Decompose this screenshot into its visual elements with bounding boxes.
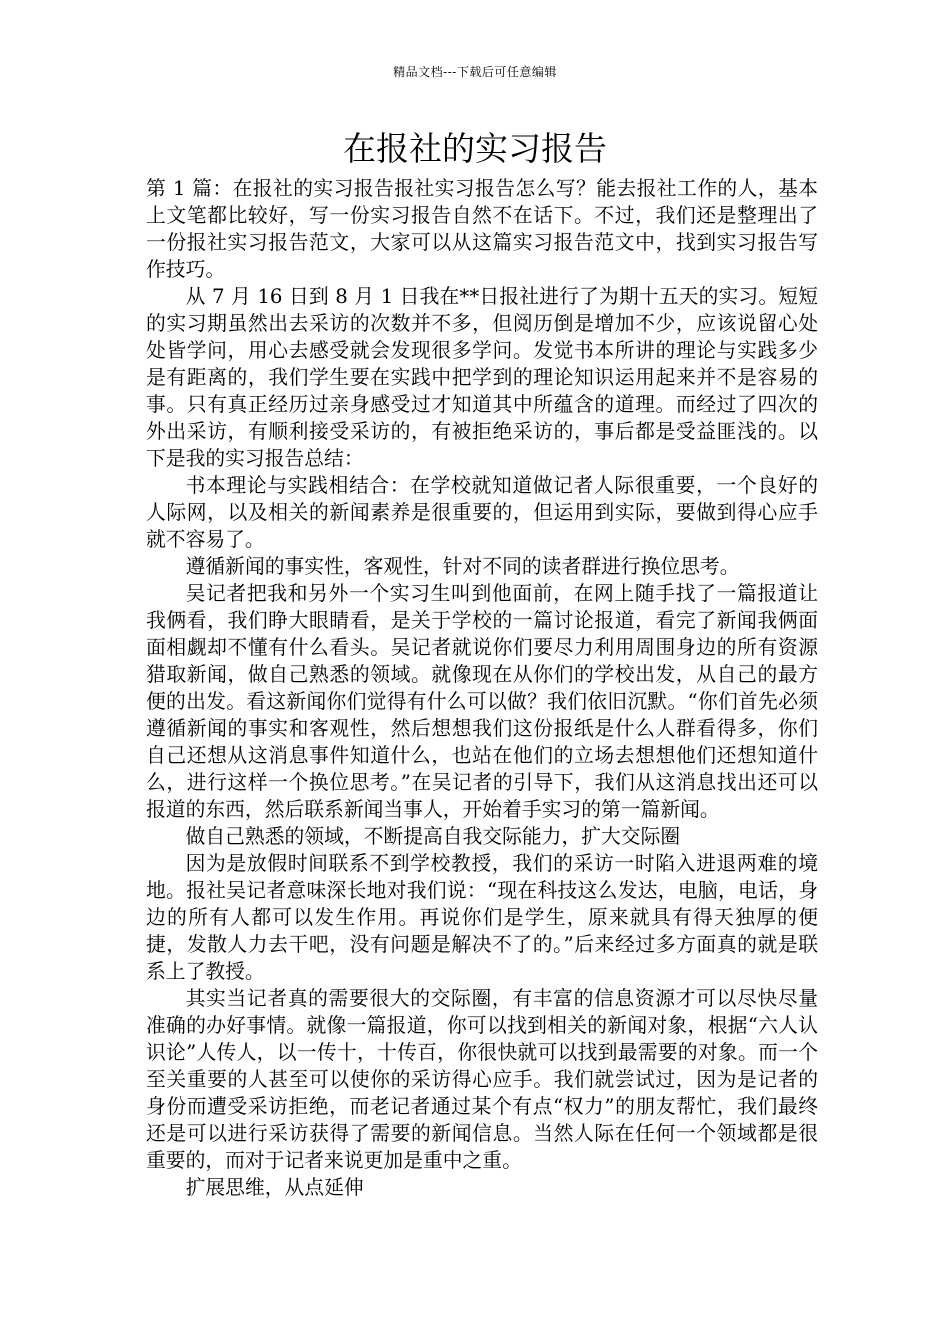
paragraph: 因为是放假时间联系不到学校教授，我们的采访一时陷入进退两难的境地。报社吴记者意味深长地对我们说：“现在科技这么发达，电脑，电话，身边的所有人都可以发生作用。再说你们是学生，原来就具有得天独厚的便捷，发散人力去干吧，没有问题是解决不了的。”后来经过多方面真的就是联系上了教授。 [146,852,818,983]
document-title: 在报社的实习报告 [343,129,607,168]
paragraph: 其实当记者真的需要很大的交际圈，有丰富的信息资源才可以尽快尽量准确的办好事情。就像一篇报道，你可以找到相关的新闻对象，根据“六人认识论”人传人，以一传十，十传百，你很快就可以找到最需要的对象。而一个至关重要的人甚至可以使你的采访得心应手。我们就尝试过，因为是记者的身份而遭受采访拒绝，而老记者通过某个有点“权力”的朋友帮忙，我们最终还是可以进行采访获得了需要的新闻信息。当然人际在任何一个领域都是很重要的，而对于记者来说更加是重中之重。 [146,987,818,1172]
paragraph-heading: 遵循新闻的事实性，客观性，针对不同的读者群进行换位思考。 [185,555,740,578]
document-body [146,175,818,1201]
paragraph-heading: 做自己熟悉的领域，不断提高自我交际能力，扩大交际圈 [185,825,681,848]
paragraph-heading: 扩展思维，从点延伸 [185,1176,364,1199]
page-header-note: 精品文档---下载后可任意编辑 [393,65,557,79]
paragraph: 书本理论与实践相结合：在学校就知道做记者人际很重要，一个良好的人际网，以及相关的新闻素养是很重要的，但运用到实际，要做到得心应手就不容易了。 [146,474,818,551]
paragraph: 从 7 月 16 日到 8 月 1 日我在**日报社进行了为期十五天的实习。短短的实习期虽然出去采访的次数并不多，但阅历倒是增加不少，应该说留心处处皆学问，用心去感受就会发现很多学问。发觉书本所讲的理论与实践多少是有距离的，我们学生要在实践中把学到的理论知识运用起来并不是容易的事。只有真正经历过亲身感受过才知道其中所蕴含的道理。而经过了四次的外出采访，有顺利接受采访的，有被拒绝采访的，事后都是受益匪浅的。以下是我的实习报告总结： [146,285,818,470]
paragraph: 吴记者把我和另外一个实习生叫到他面前，在网上随手找了一篇报道让我俩看，我们睁大眼睛看，是关于学校的一篇讨论报道，看完了新闻我俩面面相觑却不懂有什么看头。吴记者就说你们要尽力利用周围身边的所有资源猎取新闻，做自己熟悉的领域。就像现在从你们的学校出发，从自己的最方便的出发。看这新闻你们觉得有什么可以做？我们依旧沉默。“你们首先必须遵循新闻的事实和客观性，然后想想我们这份报纸是什么人群看得多，你们自己还想从这消息事件知道什么，也站在他们的立场去想想他们还想知道什么，进行这样一个换位思考。”在吴记者的引导下，我们从这消息找出还可以报道的东西，然后联系新闻当事人，开始着手实习的第一篇新闻。 [146,582,818,821]
paragraph-intro: 第 1 篇：在报社的实习报告报社实习报告怎么写？能去报社工作的人，基本上文笔都比较好，写一份实习报告自然不在话下。不过，我们还是整理出了一份报社实习报告范文，大家可以从这篇实习报告范文中，找到实习报告写作技巧。 [146,177,818,281]
